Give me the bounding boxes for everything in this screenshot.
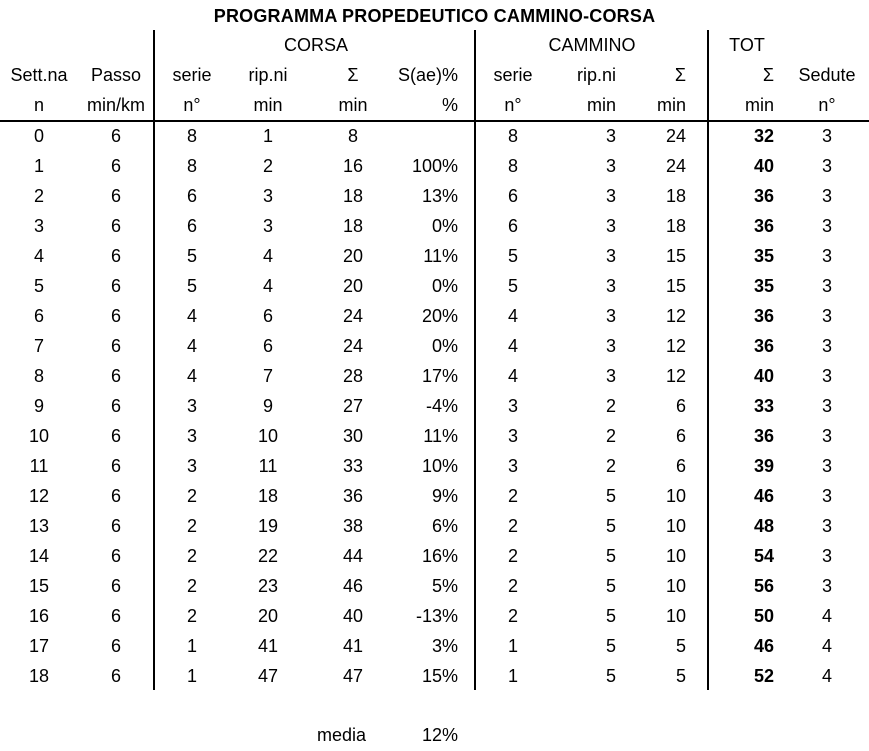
row-cell-week: 17 [28,636,50,656]
row-cell-corsa-sae: 9% [431,486,458,506]
row-cell-sedute: 3 [821,336,832,356]
row-cell-corsa-ripni: 20 [257,606,279,626]
row-cell-cammino-sum: 12 [665,306,686,326]
row-cell-cammino-sum: 5 [675,636,686,656]
row-cell-tot-sum: 39 [753,456,774,476]
row-cell-cammino-ripni: 3 [605,276,616,296]
row-cell-week: 1 [33,156,44,176]
row-cell-cammino-ripni: 3 [605,126,616,146]
row-cell-corsa-ripni: 3 [262,216,273,236]
row-cell-cammino-ripni: 5 [605,636,616,656]
row-cell-week: 2 [33,186,44,206]
group-header-corsa: CORSA [283,35,348,55]
row-cell-pace: 6 [110,666,121,686]
row-cell-tot-sum: 50 [753,606,774,626]
row-cell-corsa-serie: 4 [186,366,197,386]
row-cell-corsa-sae: 17% [421,366,458,386]
row-cell-corsa-sum: 28 [342,366,364,386]
row-cell-corsa-sum: 36 [342,486,364,506]
row-cell-corsa-serie: 1 [186,666,197,686]
row-cell-cammino-sum: 10 [665,546,686,566]
row-cell-week: 7 [33,336,44,356]
header-row1-cammino-ripni: rip.ni [576,65,616,85]
row-cell-pace: 6 [110,396,121,416]
row-cell-sedute: 3 [821,276,832,296]
row-cell-corsa-sae: -13% [415,606,458,626]
divider-cammino-tot [707,30,709,690]
row-cell-corsa-serie: 4 [186,336,197,356]
row-cell-tot-sum: 36 [753,186,774,206]
row-cell-sedute: 3 [821,306,832,326]
header-row2-cammino-serie: n° [504,95,522,115]
row-cell-cammino-sum: 5 [675,666,686,686]
row-cell-corsa-ripni: 1 [262,126,273,146]
row-cell-tot-sum: 54 [753,546,774,566]
row-cell-cammino-sum: 10 [665,486,686,506]
row-cell-cammino-sum: 12 [665,366,686,386]
row-cell-corsa-serie: 3 [186,396,197,416]
row-cell-corsa-sae: 3% [431,636,458,656]
row-cell-corsa-sum: 8 [347,126,358,146]
row-cell-sedute: 3 [821,396,832,416]
row-cell-corsa-ripni: 6 [262,336,273,356]
row-cell-week: 10 [28,426,50,446]
row-cell-corsa-sae: 0% [431,336,458,356]
row-cell-cammino-serie: 2 [507,486,518,506]
row-cell-sedute: 3 [821,516,832,536]
row-cell-cammino-ripni: 5 [605,486,616,506]
row-cell-pace: 6 [110,426,121,446]
row-cell-week: 11 [29,456,49,476]
row-cell-cammino-sum: 10 [665,606,686,626]
row-cell-cammino-ripni: 3 [605,186,616,206]
row-cell-cammino-ripni: 2 [605,426,616,446]
row-cell-cammino-serie: 5 [507,276,518,296]
row-cell-cammino-sum: 10 [665,516,686,536]
row-cell-corsa-serie: 8 [186,156,197,176]
row-cell-cammino-serie: 2 [507,576,518,596]
row-cell-week: 4 [33,246,44,266]
row-cell-corsa-sum: 38 [342,516,364,536]
row-cell-pace: 6 [110,576,121,596]
divider-corsa-cammino [474,30,476,690]
row-cell-corsa-serie: 4 [186,306,197,326]
row-cell-cammino-ripni: 5 [605,516,616,536]
row-cell-corsa-sae: 6% [431,516,458,536]
row-cell-pace: 6 [110,606,121,626]
row-cell-cammino-serie: 8 [507,156,518,176]
row-cell-cammino-serie: 1 [507,636,518,656]
row-cell-corsa-ripni: 7 [262,366,273,386]
row-cell-cammino-ripni: 3 [605,366,616,386]
row-cell-week: 3 [33,216,44,236]
header-row2-cammino-ripni: min [586,95,616,115]
row-cell-sedute: 3 [821,156,832,176]
row-cell-pace: 6 [110,366,121,386]
header-row1-pace: Passo [90,65,142,85]
row-cell-pace: 6 [110,336,121,356]
header-row2-corsa-serie: n° [183,95,201,115]
row-cell-cammino-ripni: 5 [605,606,616,626]
row-cell-corsa-serie: 6 [186,186,197,206]
row-cell-corsa-serie: 2 [186,606,197,626]
row-cell-week: 18 [28,666,50,686]
row-cell-corsa-sae: 11% [423,246,458,266]
row-cell-tot-sum: 40 [753,156,774,176]
row-cell-corsa-sum: 33 [342,456,364,476]
row-cell-sedute: 3 [821,486,832,506]
row-cell-corsa-sum: 18 [342,186,364,206]
row-cell-cammino-serie: 8 [507,126,518,146]
row-cell-pace: 6 [110,456,121,476]
row-cell-cammino-ripni: 3 [605,246,616,266]
row-cell-pace: 6 [110,186,121,206]
row-cell-corsa-ripni: 4 [262,276,273,296]
row-cell-corsa-serie: 2 [186,516,197,536]
row-cell-cammino-ripni: 5 [605,576,616,596]
row-cell-week: 13 [28,516,50,536]
row-cell-corsa-ripni: 11 [258,456,278,476]
row-cell-cammino-sum: 24 [665,126,686,146]
row-cell-sedute: 3 [821,456,832,476]
row-cell-week: 8 [33,366,44,386]
row-cell-corsa-ripni: 41 [257,636,279,656]
row-cell-tot-sum: 36 [753,426,774,446]
row-cell-cammino-sum: 6 [675,426,686,446]
row-cell-corsa-sae: 5% [431,576,458,596]
header-row2-sedute: n° [818,95,836,115]
row-cell-sedute: 3 [821,246,832,266]
header-row1-tot-sum: Σ [762,65,774,85]
row-cell-sedute: 4 [821,606,832,626]
row-cell-cammino-sum: 15 [665,246,686,266]
summary-value: 12% [421,725,458,745]
row-cell-week: 9 [33,396,44,416]
row-cell-corsa-ripni: 6 [262,306,273,326]
row-cell-corsa-serie: 2 [186,576,197,596]
row-cell-sedute: 3 [821,126,832,146]
header-row1-corsa-ripni: rip.ni [248,65,288,85]
group-header-cammino: CAMMINO [548,35,636,55]
row-cell-cammino-serie: 1 [507,666,518,686]
row-cell-corsa-ripni: 10 [257,426,279,446]
row-cell-cammino-sum: 6 [675,396,686,416]
header-row1-week: Sett.na [10,65,68,85]
row-cell-sedute: 3 [821,426,832,446]
header-row1-corsa-serie: serie [172,65,212,85]
row-cell-cammino-serie: 4 [507,366,518,386]
row-cell-cammino-serie: 2 [507,546,518,566]
row-cell-cammino-ripni: 5 [605,666,616,686]
row-cell-sedute: 4 [821,666,832,686]
row-cell-tot-sum: 36 [753,216,774,236]
row-cell-corsa-ripni: 23 [257,576,279,596]
row-cell-corsa-serie: 6 [186,216,197,236]
row-cell-week: 5 [33,276,44,296]
header-row1-cammino-sum: Σ [674,65,686,85]
row-cell-cammino-ripni: 3 [605,306,616,326]
header-row2-corsa-sum: min [338,95,368,115]
row-cell-cammino-sum: 12 [665,336,686,356]
row-cell-corsa-ripni: 19 [257,516,279,536]
row-cell-cammino-sum: 24 [665,156,686,176]
row-cell-pace: 6 [110,546,121,566]
header-row2-tot-sum: min [744,95,774,115]
row-cell-tot-sum: 56 [753,576,774,596]
summary-label: media [316,725,366,745]
row-cell-tot-sum: 40 [753,366,774,386]
row-cell-corsa-ripni: 4 [262,246,273,266]
row-cell-cammino-ripni: 2 [605,396,616,416]
row-cell-corsa-sum: 41 [342,636,364,656]
divider-passo-corsa [153,30,155,690]
header-row1-corsa-sae: S(ae)% [397,65,458,85]
row-cell-corsa-sum: 46 [342,576,364,596]
row-cell-corsa-sum: 24 [342,336,364,356]
row-cell-sedute: 3 [821,546,832,566]
row-cell-corsa-sum: 20 [342,246,364,266]
row-cell-cammino-sum: 18 [665,186,686,206]
row-cell-corsa-sum: 40 [342,606,364,626]
row-cell-pace: 6 [110,486,121,506]
row-cell-cammino-serie: 5 [507,246,518,266]
row-cell-sedute: 3 [821,186,832,206]
row-cell-sedute: 3 [821,216,832,236]
group-header-tot: TOT [729,35,765,55]
row-cell-corsa-serie: 3 [186,426,197,446]
row-cell-corsa-sum: 24 [342,306,364,326]
row-cell-corsa-serie: 2 [186,486,197,506]
row-cell-tot-sum: 52 [753,666,774,686]
row-cell-corsa-sae: 11% [423,426,458,446]
row-cell-corsa-serie: 2 [186,546,197,566]
row-cell-pace: 6 [110,306,121,326]
row-cell-corsa-sum: 16 [342,156,364,176]
row-cell-tot-sum: 32 [753,126,774,146]
row-cell-cammino-serie: 3 [507,456,518,476]
row-cell-cammino-serie: 4 [507,306,518,326]
row-cell-corsa-sae: 10% [421,456,458,476]
row-cell-cammino-serie: 2 [507,516,518,536]
sheet-title: PROGRAMMA PROPEDEUTICO CAMMINO-CORSA [213,6,656,26]
row-cell-week: 14 [28,546,50,566]
row-cell-corsa-sum: 20 [342,276,364,296]
row-cell-corsa-serie: 5 [186,246,197,266]
header-row1-sedute: Sedute [798,65,856,85]
header-row2-cammino-sum: min [656,95,686,115]
row-cell-corsa-sae: 0% [431,276,458,296]
row-cell-corsa-ripni: 2 [262,156,273,176]
row-cell-tot-sum: 36 [753,306,774,326]
row-cell-week: 0 [33,126,44,146]
row-cell-corsa-serie: 5 [186,276,197,296]
row-cell-tot-sum: 35 [753,276,774,296]
row-cell-cammino-sum: 18 [665,216,686,236]
row-cell-corsa-sae: 0% [431,216,458,236]
row-cell-pace: 6 [110,126,121,146]
row-cell-tot-sum: 33 [753,396,774,416]
row-cell-pace: 6 [110,216,121,236]
row-cell-cammino-serie: 6 [507,186,518,206]
row-cell-corsa-sae [390,121,458,151]
row-cell-corsa-sae: 16% [421,546,458,566]
row-cell-corsa-sae: -4% [425,396,458,416]
row-cell-cammino-serie: 3 [507,426,518,446]
row-cell-corsa-sae: 100% [411,156,458,176]
row-cell-cammino-ripni: 5 [605,546,616,566]
row-cell-corsa-ripni: 9 [262,396,273,416]
row-cell-cammino-sum: 10 [665,576,686,596]
header-row1-cammino-serie: serie [493,65,533,85]
row-cell-cammino-ripni: 3 [605,216,616,236]
row-cell-corsa-serie: 8 [186,126,197,146]
header-row2-corsa-ripni: min [253,95,283,115]
row-cell-pace: 6 [110,246,121,266]
row-cell-corsa-sum: 18 [342,216,364,236]
row-cell-pace: 6 [110,156,121,176]
row-cell-tot-sum: 46 [753,636,774,656]
row-cell-week: 16 [28,606,50,626]
row-cell-corsa-sae: 13% [421,186,458,206]
row-cell-sedute: 3 [821,576,832,596]
row-cell-corsa-sae: 15% [421,666,458,686]
header-row2-pace: min/km [87,95,145,115]
row-cell-sedute: 4 [821,636,832,656]
row-cell-corsa-sum: 30 [342,426,364,446]
row-cell-corsa-serie: 3 [186,456,197,476]
row-cell-corsa-ripni: 47 [257,666,279,686]
row-cell-corsa-sum: 27 [342,396,364,416]
row-cell-corsa-ripni: 22 [257,546,279,566]
row-cell-corsa-ripni: 18 [257,486,279,506]
header-row2-week: n [33,95,44,115]
row-cell-corsa-serie: 1 [186,636,197,656]
row-cell-tot-sum: 35 [753,246,774,266]
row-cell-tot-sum: 48 [753,516,774,536]
row-cell-corsa-sae: 20% [421,306,458,326]
row-cell-tot-sum: 46 [753,486,774,506]
row-cell-cammino-serie: 4 [507,336,518,356]
row-cell-cammino-serie: 3 [507,396,518,416]
row-cell-cammino-ripni: 3 [605,156,616,176]
row-cell-pace: 6 [110,276,121,296]
header-row1-corsa-sum: Σ [347,65,359,85]
row-cell-pace: 6 [110,636,121,656]
row-cell-cammino-sum: 6 [675,456,686,476]
header-row2-corsa-sae: % [441,95,458,115]
row-cell-week: 6 [33,306,44,326]
row-cell-cammino-serie: 6 [507,216,518,236]
row-cell-week: 15 [28,576,50,596]
row-cell-corsa-sum: 44 [342,546,364,566]
row-cell-corsa-ripni: 3 [262,186,273,206]
row-cell-cammino-ripni: 2 [605,456,616,476]
row-cell-week: 12 [28,486,50,506]
row-cell-cammino-ripni: 3 [605,336,616,356]
row-cell-tot-sum: 36 [753,336,774,356]
row-cell-cammino-sum: 15 [665,276,686,296]
row-cell-pace: 6 [110,516,121,536]
row-cell-cammino-serie: 2 [507,606,518,626]
row-cell-corsa-sum: 47 [342,666,364,686]
row-cell-sedute: 3 [821,366,832,386]
header-underline [0,120,869,122]
